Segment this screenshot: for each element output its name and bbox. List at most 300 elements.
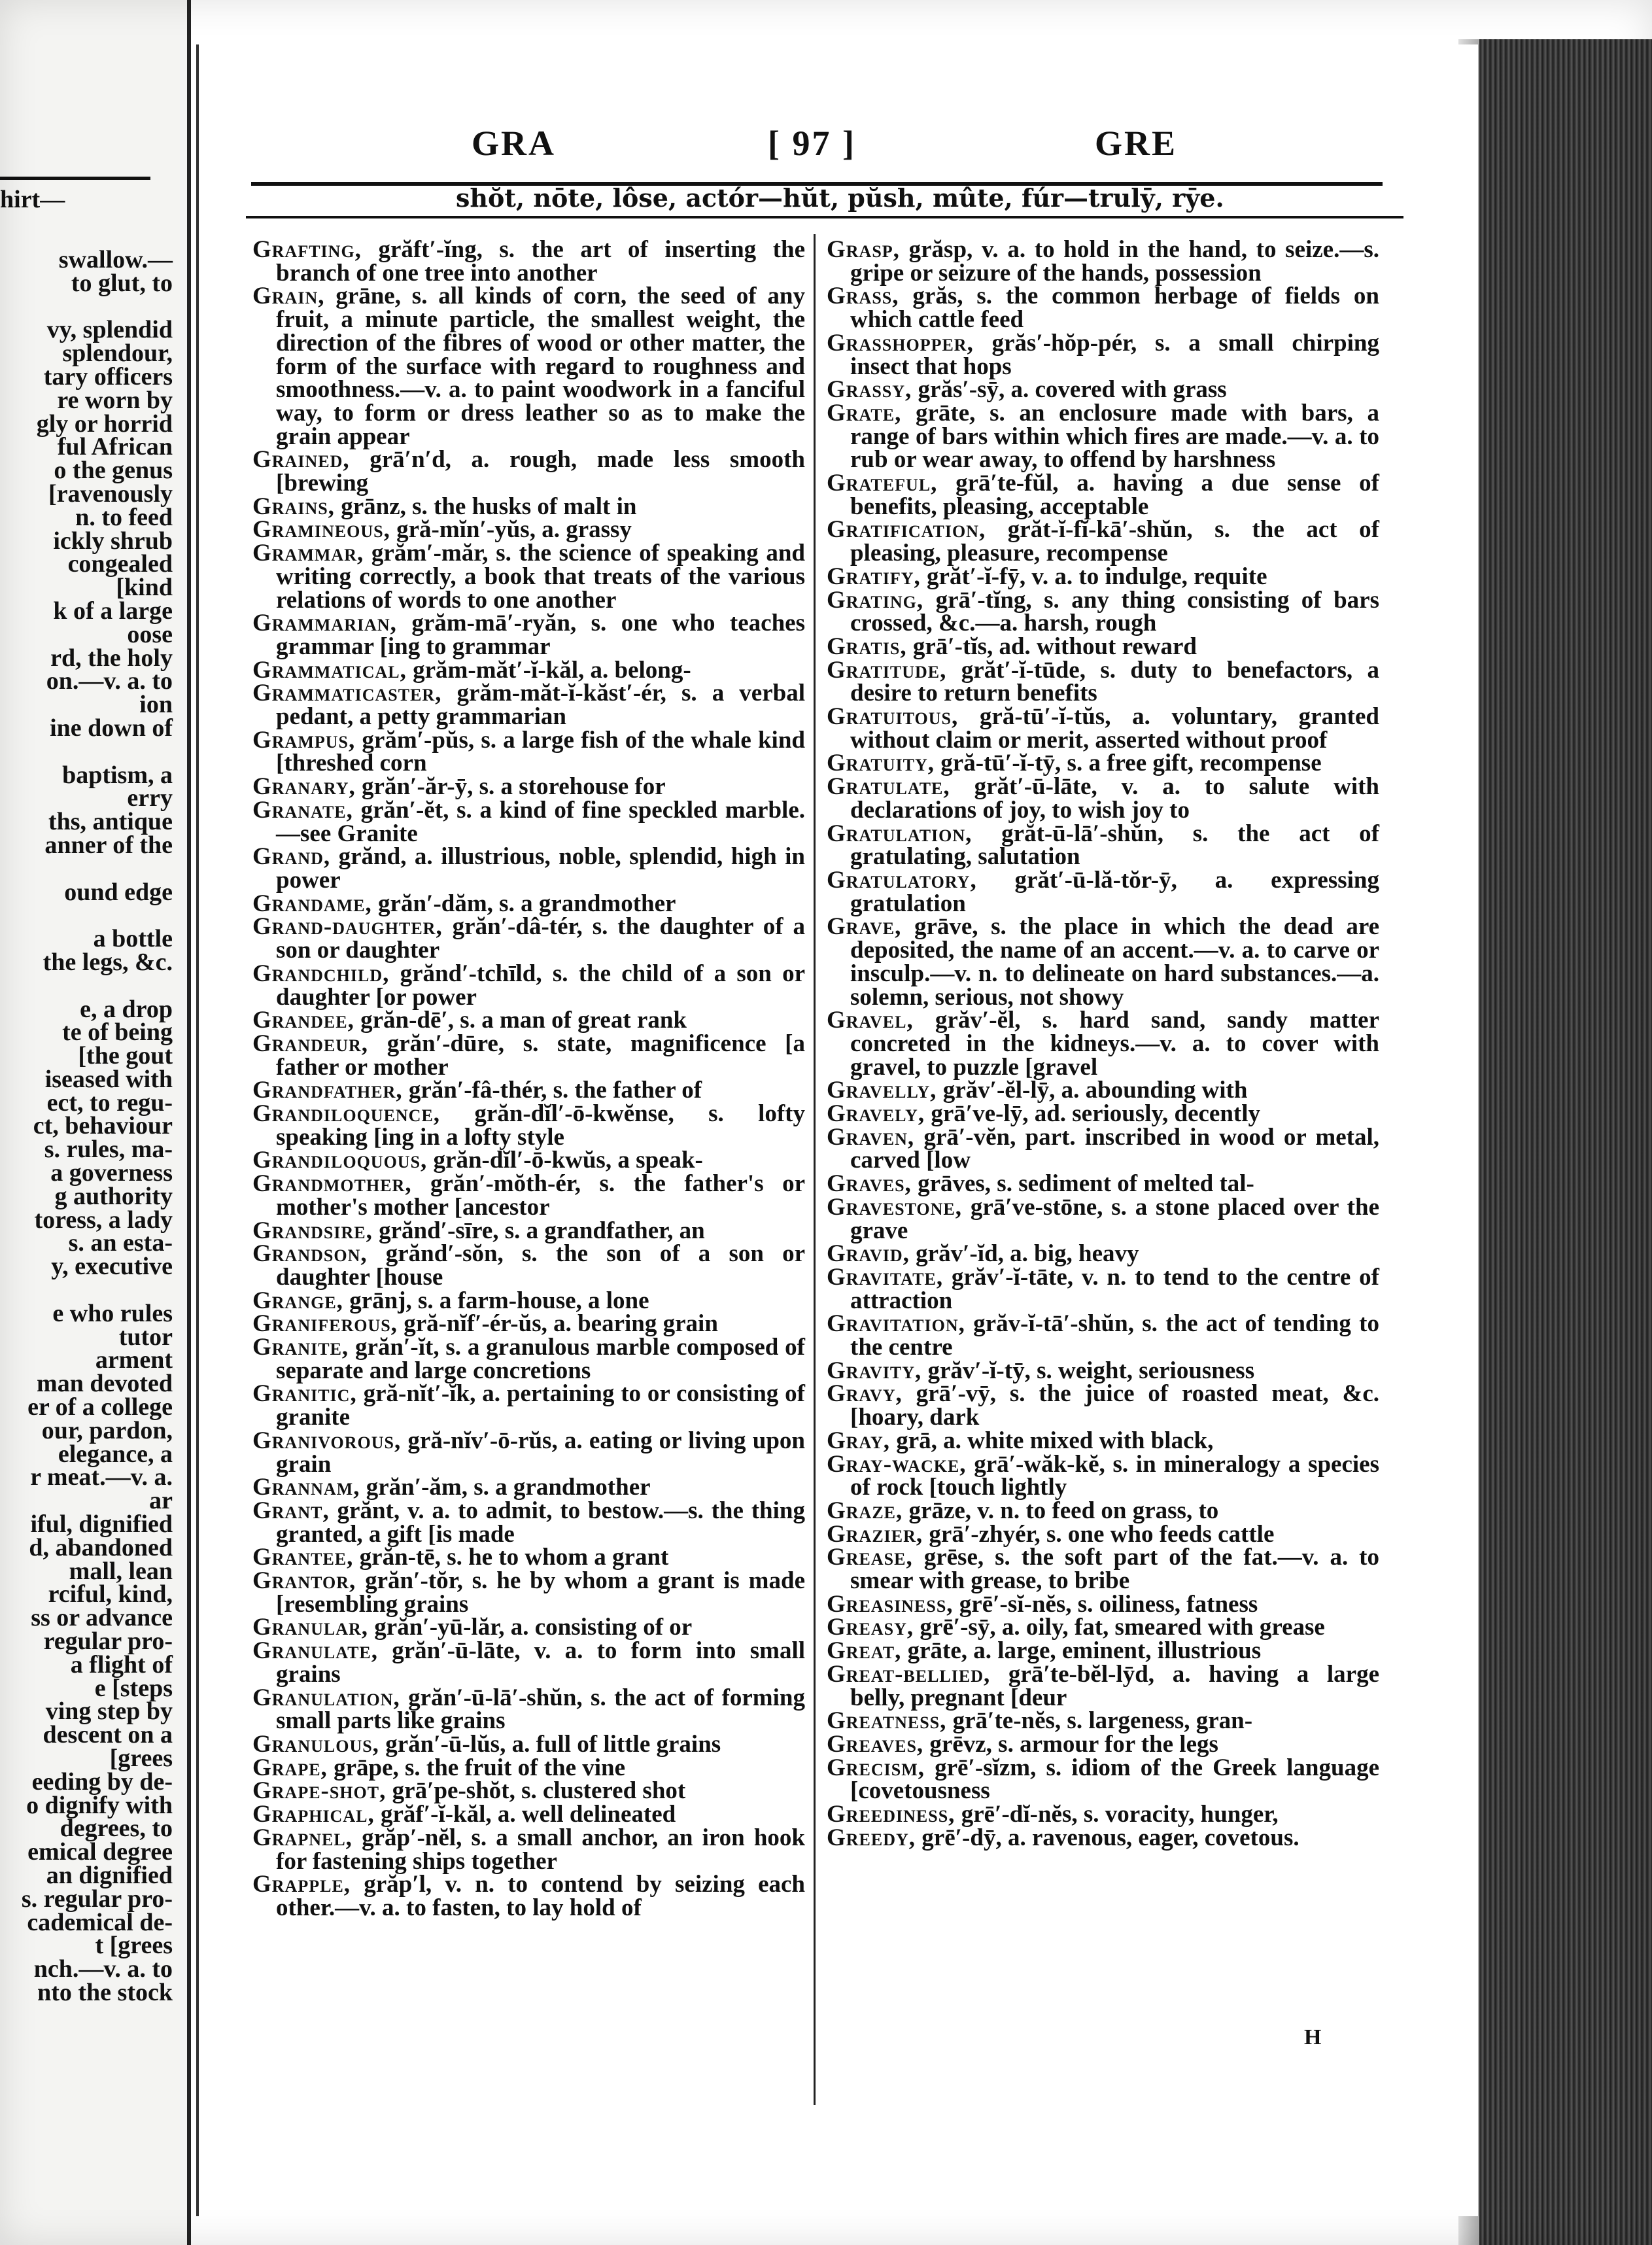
dictionary-entry bbox=[827, 1544, 1379, 1595]
dictionary-entry bbox=[252, 1149, 805, 1172]
header-guide-word-right: GRE bbox=[1095, 124, 1178, 163]
entry-definition: grānj, s. a farm-house, a lone bbox=[343, 1287, 649, 1314]
entry-definition: grăn′-ăr-ȳ, s. a storehouse for bbox=[355, 773, 666, 801]
entry-headword: Gratulate, bbox=[827, 773, 950, 801]
left-page-line: iful, dignified bbox=[30, 1510, 173, 1539]
left-page-line: ths, antique bbox=[48, 808, 173, 836]
dictionary-entry bbox=[827, 1079, 1379, 1102]
entry-headword: Gravel, bbox=[827, 1007, 914, 1034]
entry-definition: grē′-dȳ, a. ravenous, eager, covetous. bbox=[916, 1824, 1299, 1851]
dictionary-entry bbox=[252, 1242, 805, 1289]
entry-definition: gră-tū′-ĭ-tȳ, s. a free gift, recompense bbox=[935, 750, 1322, 777]
dictionary-entry bbox=[252, 1873, 805, 1919]
dictionary-entry bbox=[252, 1429, 805, 1476]
entry-definition: grăm-măt-ĭ-kăst′-ér, s. a verbal pedant, a petty grammarian bbox=[276, 680, 805, 731]
entry-headword: Gravity, bbox=[827, 1357, 922, 1384]
entry-headword: Greedy, bbox=[827, 1824, 916, 1851]
entry-definition: grăt-ū-lā′-shŭn, s. the act of gratulating, salutation bbox=[850, 820, 1379, 871]
left-page-line bbox=[22, 975, 173, 998]
left-page-line: tutor bbox=[118, 1323, 173, 1351]
left-page-line: degrees, to bbox=[60, 1815, 173, 1843]
dictionary-entry bbox=[827, 1102, 1379, 1126]
left-page-line: rd, the holy bbox=[50, 644, 173, 672]
dictionary-entry bbox=[827, 1009, 1379, 1079]
left-page-line: gly or horrid bbox=[36, 409, 173, 438]
entry-definition: grāves, s. sediment of melted tal- bbox=[911, 1170, 1254, 1198]
entry-definition: gră-mĭn′-yŭs, a. grassy bbox=[390, 516, 632, 544]
entry-headword: Grate, bbox=[827, 399, 902, 426]
dictionary-entry bbox=[827, 1382, 1379, 1429]
left-page-line: ful African bbox=[57, 433, 173, 461]
entry-definition: grăm′-pŭs, s. a large fish of the whale kind [threshed corn bbox=[276, 726, 805, 777]
left-page-line: oose bbox=[127, 620, 173, 648]
entry-definition: grē′-dĭ-nĕs, s. voracity, hunger, bbox=[955, 1801, 1279, 1828]
entry-definition: grăn′-ū-lā′-shŭn, s. the act of forming small parts like grains bbox=[276, 1684, 805, 1735]
entry-headword: Great-bellied, bbox=[827, 1660, 991, 1688]
left-page-line: [ravenously bbox=[48, 479, 173, 508]
entry-headword: Granite, bbox=[252, 1334, 349, 1361]
entry-headword: Grecism, bbox=[827, 1754, 925, 1781]
entry-headword: Grandsire, bbox=[252, 1217, 373, 1244]
dictionary-entry bbox=[827, 1616, 1379, 1639]
dictionary-entry bbox=[252, 892, 805, 916]
left-page-line: ickly shrub bbox=[53, 527, 173, 555]
dictionary-entry bbox=[252, 1546, 805, 1569]
entry-headword: Greasy, bbox=[827, 1614, 914, 1641]
entry-definition: grăn′-ū-lāte, v. a. to form into small grains bbox=[276, 1637, 805, 1688]
left-page-line: the legs, &c. bbox=[43, 948, 173, 976]
page-number: [ 97 ] bbox=[768, 124, 856, 163]
entry-definition: gră-nĭv′-ō-rŭs, a. eating or living upon grain bbox=[276, 1427, 805, 1478]
entry-definition: grăft′-ĭng, s. the art of inserting the branch of one tree into another bbox=[276, 236, 805, 287]
entry-definition: grāne, s. all kinds of corn, the seed of any fruit, a minute particle, the smallest weight, the direction of the fibres of wood or other matter, the form of the surface with regard to roughness and smoothness.—v. a. to paint woodwork in a fanciful way, to form or dress leather so as to make the grain appear bbox=[276, 283, 805, 450]
dictionary-entry bbox=[827, 283, 1379, 334]
entry-headword: Gratulatory, bbox=[827, 866, 977, 894]
entry-definition: grā′ve-stōne, s. a stone placed over the grave bbox=[850, 1193, 1379, 1244]
left-page-line: an dignified bbox=[46, 1861, 173, 1889]
left-page-line: e, a drop bbox=[80, 995, 173, 1023]
left-page-line: descent on a bbox=[43, 1721, 173, 1749]
left-page-line: elegance, a bbox=[58, 1440, 173, 1468]
dictionary-entry bbox=[252, 726, 805, 777]
dictionary-entry bbox=[252, 1779, 805, 1803]
entry-headword: Greaves, bbox=[827, 1731, 924, 1758]
entry-definition: grā′te-bĕl-lȳd, a. having a large belly, pregnant [deur bbox=[850, 1660, 1379, 1711]
entry-headword: Gratulation, bbox=[827, 820, 972, 847]
entry-headword: Graves, bbox=[827, 1170, 912, 1198]
left-page-line: e who rules bbox=[52, 1299, 173, 1327]
entry-definition: grănd′-sīre, s. a grandfather, an bbox=[372, 1217, 705, 1244]
entry-headword: Gratuity, bbox=[827, 750, 935, 777]
entry-definition: grăn′-ū-lŭs, a. full of little grains bbox=[379, 1731, 721, 1758]
dictionary-entry bbox=[252, 1172, 805, 1219]
entry-headword: Greatness, bbox=[827, 1707, 947, 1735]
entry-definition: grănd, a. illustrious, noble, splendid, high in power bbox=[276, 843, 805, 894]
dictionary-entry bbox=[827, 752, 1379, 775]
entry-headword: Gramineous, bbox=[252, 516, 390, 544]
entry-definition: grēse, s. the soft part of the fat.—v. a. to smear with grease, to bribe bbox=[850, 1544, 1379, 1595]
dictionary-entry bbox=[252, 495, 805, 519]
left-page-line bbox=[22, 1279, 173, 1302]
dictionary-entry bbox=[827, 1450, 1379, 1501]
left-page-line: iseased with bbox=[44, 1065, 173, 1093]
dictionary-entry bbox=[827, 1123, 1379, 1174]
entry-headword: Gravitate, bbox=[827, 1263, 944, 1291]
entry-headword: Grand, bbox=[252, 843, 331, 871]
entry-definition: grăv′-ĭ-tȳ, s. weight, seriousness bbox=[921, 1357, 1255, 1384]
entry-headword: Graniferous, bbox=[252, 1310, 398, 1338]
entry-headword: Graphical, bbox=[252, 1801, 375, 1828]
entry-headword: Grammarian, bbox=[252, 610, 397, 637]
dictionary-entry bbox=[252, 775, 805, 799]
entry-headword: Grassy, bbox=[827, 376, 912, 404]
entry-headword: Granary, bbox=[252, 773, 356, 801]
entry-headword: Grass, bbox=[827, 283, 899, 310]
left-page-line: splendour, bbox=[62, 339, 173, 368]
entry-definition: grānz, s. the husks of malt in bbox=[334, 493, 637, 520]
dictionary-entry bbox=[252, 1032, 805, 1079]
left-page-line: ct, behaviour bbox=[33, 1112, 173, 1140]
entry-headword: Grasshopper, bbox=[827, 329, 974, 357]
entry-headword: Grape-shot, bbox=[252, 1777, 387, 1805]
left-page-line: mall, lean bbox=[69, 1557, 173, 1585]
dictionary-entry bbox=[827, 705, 1379, 752]
entry-definition: grā′-vĕn, part. inscribed in wood or metal, carved [low bbox=[850, 1123, 1379, 1174]
left-page-line: ss or advance bbox=[31, 1604, 173, 1632]
left-page-line: r meat.—v. a. bbox=[30, 1463, 173, 1491]
left-page-line: d, abandoned bbox=[29, 1533, 173, 1561]
entry-definition: grē′-sĭ-nĕs, s. oiliness, fatness bbox=[953, 1590, 1258, 1618]
left-page-line: congealed bbox=[67, 550, 173, 578]
entry-headword: Grandson, bbox=[252, 1240, 368, 1268]
entry-definition: grăn′-ĭt, s. a granulous marble composed of separate and large concretions bbox=[276, 1334, 805, 1384]
dictionary-entry bbox=[827, 1429, 1379, 1453]
dictionary-entry bbox=[827, 565, 1379, 589]
entry-headword: Grammaticaster, bbox=[252, 680, 442, 707]
left-page-line: tary officers bbox=[43, 362, 173, 391]
dictionary-entry bbox=[827, 378, 1379, 402]
dictionary-entry bbox=[252, 1756, 805, 1780]
entry-definition: grănd′-sŏn, s. the son of a son or daughter [house bbox=[276, 1240, 805, 1291]
entry-definition: grăn′-dâ-tér, s. the daughter of a son or daughter bbox=[276, 913, 805, 964]
left-page-line: ion bbox=[139, 691, 173, 719]
entry-definition: grăv′-ĭd, a. big, heavy bbox=[909, 1240, 1139, 1268]
left-page-line: ving step by bbox=[45, 1697, 173, 1726]
entry-headword: Granulous, bbox=[252, 1731, 379, 1758]
entry-definition: grăs, s. the common herbage of fields on which cattle feed bbox=[850, 283, 1379, 334]
entry-headword: Gratuitous, bbox=[827, 703, 959, 731]
left-page-line: swallow.— bbox=[58, 246, 173, 273]
left-page-line bbox=[22, 858, 173, 881]
dictionary-entry bbox=[827, 1826, 1379, 1850]
entry-headword: Grandee, bbox=[252, 1007, 354, 1034]
dictionary-entry bbox=[827, 1756, 1379, 1803]
left-page-line: regular pro- bbox=[43, 1627, 173, 1656]
entry-headword: Greediness, bbox=[827, 1801, 955, 1828]
dictionary-entry bbox=[827, 518, 1379, 565]
entry-headword: Gravelly, bbox=[827, 1077, 937, 1104]
entry-headword: Gratification, bbox=[827, 516, 986, 544]
entry-definition: grāve, s. the place in which the dead are deposited, the name of an accent.—v. a. to carve or insculp.—v. n. to delineate on hard substances.—a. solemn, serious, not showy bbox=[850, 913, 1379, 1011]
dictionary-entry bbox=[827, 472, 1379, 518]
entry-headword: Grating, bbox=[827, 586, 924, 614]
left-page-line: t [grees bbox=[95, 1932, 173, 1960]
left-page-line: [grees bbox=[109, 1745, 173, 1772]
entry-definition: grăn′-tŏr, s. he by whom a grant is made [resembling grains bbox=[276, 1567, 805, 1618]
left-page-line: re worn by bbox=[57, 386, 173, 414]
entry-headword: Grantee, bbox=[252, 1544, 354, 1571]
left-page-line: erry bbox=[127, 784, 173, 812]
entry-definition: grā′pe-shŏt, s. clustered shot bbox=[386, 1777, 686, 1805]
entry-definition: grā′ve-lȳ, ad. seriously, decently bbox=[925, 1100, 1261, 1128]
column-left bbox=[252, 238, 805, 1920]
left-page-line: ound edge bbox=[64, 878, 173, 906]
entry-definition: grāte, a. large, eminent, illustrious bbox=[901, 1637, 1262, 1665]
left-page-line: y, executive bbox=[51, 1253, 173, 1281]
entry-definition: grăm′-măr, s. the science of speaking and writing correctly, a book that treats of the various relations of words to one another bbox=[276, 540, 805, 614]
left-page-line: nto the stock bbox=[37, 1978, 173, 2006]
entry-headword: Grazier, bbox=[827, 1520, 923, 1548]
dictionary-entry bbox=[252, 542, 805, 612]
entry-definition: grăn′-ĕt, s. a kind of fine speckled marble.—see Granite bbox=[276, 796, 805, 847]
left-page-line: man devoted bbox=[37, 1370, 173, 1398]
left-page-line: eeding by de- bbox=[31, 1767, 173, 1796]
entry-definition: grăn′-fâ-thér, s. the father of bbox=[402, 1077, 702, 1104]
entry-definition: grăn′-mŏth-ér, s. the father's or mother's mother [ancestor bbox=[276, 1170, 805, 1221]
entry-headword: Grandchild, bbox=[252, 960, 390, 987]
left-page-line: [kind bbox=[116, 574, 173, 602]
left-page-line: arment bbox=[95, 1346, 173, 1374]
entry-definition: grăs′-sȳ, a. covered with grass bbox=[912, 376, 1227, 404]
left-page-heading: hirt— bbox=[0, 186, 65, 213]
entry-headword: Greasiness, bbox=[827, 1590, 954, 1618]
entry-definition: gră-tū′-ĭ-tŭs, a. voluntary, granted without claim or merit, asserted without proof bbox=[850, 703, 1379, 754]
left-page-line: vy, splendid bbox=[46, 316, 173, 344]
entry-definition: grăn-dē′, s. a man of great rank bbox=[354, 1007, 687, 1034]
entry-headword: Grains, bbox=[252, 493, 335, 520]
entry-headword: Gratis, bbox=[827, 633, 907, 660]
dictionary-entry bbox=[827, 1499, 1379, 1523]
dictionary-entry bbox=[252, 1289, 805, 1313]
entry-headword: Grapnel, bbox=[252, 1824, 353, 1851]
entry-headword: Gravy, bbox=[827, 1380, 903, 1408]
dictionary-entry bbox=[252, 1219, 805, 1243]
dictionary-entry bbox=[827, 1709, 1379, 1733]
left-page-line bbox=[22, 296, 173, 319]
entry-headword: Grease, bbox=[827, 1544, 913, 1571]
entry-headword: Grain, bbox=[252, 283, 325, 310]
dictionary-entry bbox=[252, 1102, 805, 1149]
dictionary-entry bbox=[252, 1382, 805, 1429]
left-page-line: a bottle bbox=[93, 925, 173, 953]
left-page-line: g authority bbox=[54, 1182, 173, 1210]
entry-definition: grā′-vȳ, s. the juice of roasted meat, &c. [hoary, dark bbox=[850, 1380, 1379, 1431]
entry-definition: grăv′-ĭ-tāte, v. n. to tend to the centre of attraction bbox=[850, 1263, 1379, 1314]
dictionary-entry bbox=[252, 1009, 805, 1032]
dictionary-entry bbox=[252, 1686, 805, 1733]
entry-definition: grā′-tĭng, s. any thing consisting of bars crossed, &c.—a. harsh, rough bbox=[850, 586, 1379, 637]
left-page-line: te of being bbox=[62, 1018, 173, 1047]
entry-definition: grăn-dĭl′-ō-kwŭs, a speak- bbox=[427, 1147, 703, 1174]
entry-headword: Grammar, bbox=[252, 540, 364, 567]
left-page-line: to glut, to bbox=[71, 269, 173, 297]
left-page-rule bbox=[0, 177, 150, 180]
left-page-line: e [steps bbox=[94, 1674, 173, 1702]
entry-definition: grănd′-tchīld, s. the child of a son or daughter [or power bbox=[276, 960, 805, 1011]
dictionary-entry bbox=[252, 1476, 805, 1499]
entry-definition: grăt′-ū-lă-tŏr-ȳ, a. expressing gratulation bbox=[850, 866, 1379, 917]
dictionary-entry bbox=[252, 845, 805, 892]
entry-definition: grăt-ĭ-fĭ-kā′-shŭn, s. the act of pleasing, pleasure, recompense bbox=[850, 516, 1379, 567]
dictionary-entry bbox=[827, 1660, 1379, 1711]
dictionary-entry bbox=[827, 915, 1379, 1009]
entry-headword: Grafting, bbox=[252, 236, 362, 263]
left-page-line: k of a large bbox=[53, 597, 173, 625]
entry-definition: grăs′-hŏp-pér, s. a small chirping insect that hops bbox=[850, 329, 1379, 380]
entry-headword: Grantor, bbox=[252, 1567, 356, 1595]
dictionary-entry bbox=[252, 285, 805, 448]
entry-definition: grēvz, s. armour for the legs bbox=[923, 1731, 1218, 1758]
entry-headword: Grandame, bbox=[252, 890, 372, 917]
left-page-line: ar bbox=[149, 1487, 173, 1515]
column-divider bbox=[814, 234, 816, 2105]
left-page-line bbox=[22, 740, 173, 764]
entry-headword: Grandmother, bbox=[252, 1170, 412, 1198]
entry-headword: Granulate, bbox=[252, 1637, 379, 1665]
dictionary-entry bbox=[252, 1499, 805, 1546]
dictionary-entry bbox=[252, 962, 805, 1009]
entry-definition: grā′te-fŭl, a. having a due sense of benefits, pleasing, acceptable bbox=[850, 470, 1379, 520]
entry-headword: Grampus, bbox=[252, 726, 356, 754]
dictionary-entry bbox=[827, 1803, 1379, 1826]
entry-headword: Gratify, bbox=[827, 563, 921, 590]
entry-definition: grăn′-ăm, s. a grandmother bbox=[360, 1474, 651, 1501]
entry-headword: Graven, bbox=[827, 1123, 915, 1151]
entry-definition: grăt′-ĭ-fȳ, v. a. to indulge, requite bbox=[920, 563, 1267, 590]
left-page-line: ine down of bbox=[50, 714, 173, 742]
entry-definition: grăv′-ĕl-lȳ, a. abounding with bbox=[937, 1077, 1248, 1104]
dictionary-entry bbox=[252, 612, 805, 658]
entry-definition: grā′-zhyér, s. one who feeds cattle bbox=[923, 1520, 1275, 1548]
entry-headword: Gravid, bbox=[827, 1240, 910, 1268]
entry-headword: Great, bbox=[827, 1637, 902, 1665]
entry-headword: Grave, bbox=[827, 913, 902, 941]
left-page-line: a flight of bbox=[70, 1650, 173, 1679]
dictionary-entry bbox=[827, 822, 1379, 869]
entry-headword: Gray-wacke, bbox=[827, 1450, 967, 1478]
entry-definition: grănt, v. a. to admit, to bestow.—s. the thing granted, a gift [is made bbox=[276, 1497, 805, 1548]
entry-headword: Grapple, bbox=[252, 1871, 351, 1898]
entry-headword: Grand-daughter, bbox=[252, 913, 443, 941]
dictionary-entry bbox=[827, 1590, 1379, 1618]
dictionary-entry bbox=[252, 1079, 805, 1102]
left-page-line: anner of the bbox=[44, 831, 173, 859]
left-page-line: emical degree bbox=[27, 1838, 173, 1866]
entry-headword: Granate, bbox=[252, 796, 353, 824]
entry-definition: grāze, v. n. to feed on grass, to bbox=[903, 1497, 1219, 1524]
entry-definition: grā′te-nĕs, s. largeness, gran- bbox=[946, 1707, 1253, 1735]
entry-definition: grā, a. white mixed with black, bbox=[889, 1427, 1214, 1454]
left-page-line: o the genus bbox=[54, 457, 173, 485]
left-page-line: o dignify with bbox=[26, 1791, 173, 1819]
entry-definition: grăf′-ĭ-kăl, a. well delineated bbox=[374, 1801, 676, 1828]
entry-headword: Grandiloquous, bbox=[252, 1147, 428, 1174]
left-page-line: [the gout bbox=[78, 1042, 173, 1070]
left-page-line: cademical de- bbox=[27, 1908, 173, 1936]
left-page-line: on.—v. a. to bbox=[46, 667, 173, 695]
entry-definition: grăn-tē, s. he to whom a grant bbox=[353, 1544, 669, 1571]
dictionary-entry bbox=[827, 656, 1379, 707]
entry-definition: grăp′-nĕl, s. a small anchor, an iron hook for fastening ships together bbox=[276, 1824, 805, 1875]
dictionary-entry bbox=[827, 1733, 1379, 1756]
dictionary-entry bbox=[827, 1639, 1379, 1663]
column-right bbox=[827, 238, 1379, 1850]
dictionary-entry bbox=[252, 1336, 805, 1382]
book-page-edges bbox=[1479, 39, 1652, 2245]
dictionary-entry bbox=[827, 238, 1379, 285]
running-header bbox=[199, 123, 1481, 175]
dictionary-entry bbox=[252, 915, 805, 962]
entry-definition: grăsp, v. a. to hold in the hand, to seize.—s. gripe or seizure of the hands, possession bbox=[850, 236, 1379, 287]
dictionary-entry bbox=[827, 1359, 1379, 1383]
dictionary-entry bbox=[827, 1520, 1379, 1548]
dictionary-entry bbox=[827, 1312, 1379, 1359]
entry-definition: grē′-sȳ, a. oily, fat, smeared with grease bbox=[914, 1614, 1325, 1641]
left-page-line: nch.—v. a. to bbox=[33, 1955, 173, 1983]
entry-definition: grăm-măt′-ĭ-kăl, a. belong- bbox=[406, 656, 691, 684]
left-page-lines bbox=[21, 246, 173, 2006]
entry-headword: Granivorous, bbox=[252, 1427, 402, 1454]
entry-headword: Gray, bbox=[827, 1427, 890, 1454]
adjacent-left-page bbox=[0, 0, 191, 2245]
dictionary-entry bbox=[827, 399, 1379, 474]
left-page-line: ect, to regu- bbox=[46, 1088, 173, 1117]
entry-headword: Gravitation, bbox=[827, 1310, 965, 1338]
entry-definition: gră-nĭt′-ĭk, a. pertaining to or consisting of granite bbox=[276, 1380, 805, 1431]
dictionary-entry bbox=[252, 448, 805, 495]
entry-headword: Grape, bbox=[252, 1754, 328, 1781]
entry-headword: Granulation, bbox=[252, 1684, 400, 1711]
pronunciation-key: shŏt, nōte, lôse, actór—hŭt, pŭsh, mûte, fúr—trulȳ, rȳe. bbox=[456, 183, 1224, 213]
entry-headword: Grannam, bbox=[252, 1474, 360, 1501]
entry-headword: Granular, bbox=[252, 1614, 369, 1641]
entry-definition: grăt′-ĭ-tūde, s. duty to benefactors, a desire to return benefits bbox=[850, 656, 1379, 707]
dictionary-entry bbox=[827, 635, 1379, 659]
dictionary-page bbox=[196, 44, 1478, 2216]
entry-headword: Gratitude, bbox=[827, 656, 947, 684]
entry-definition: grăp′l, v. n. to contend by seizing each other.—v. a. to fasten, to lay hold of bbox=[276, 1871, 805, 1921]
entry-headword: Grant, bbox=[252, 1497, 330, 1524]
entry-headword: Gravestone, bbox=[827, 1193, 963, 1221]
dictionary-entry bbox=[252, 1733, 805, 1756]
entry-headword: Grateful, bbox=[827, 470, 938, 497]
dictionary-entry bbox=[252, 1569, 805, 1616]
entry-definition: grăv′-ĕl, s. hard sand, sandy matter concreted in the kidneys.—v. a. to cover with gravel, to puzzle [gravel bbox=[850, 1007, 1379, 1081]
entry-headword: Grammatical, bbox=[252, 656, 407, 684]
dictionary-entry bbox=[827, 329, 1379, 380]
entry-headword: Grained, bbox=[252, 446, 350, 474]
entry-definition: grăm-mā′-ryăn, s. one who teaches grammar [ing to grammar bbox=[276, 610, 805, 660]
entry-definition: gră-nĭf′-ér-ŭs, a. bearing grain bbox=[397, 1310, 718, 1338]
left-page-line: rciful, kind, bbox=[48, 1580, 173, 1609]
entry-definition: grāpe, s. the fruit of the vine bbox=[327, 1754, 626, 1781]
entry-definition: grāte, s. an enclosure made with bars, a range of bars within which fires are made.—v. a. to rub or wear away, to offend by harshness bbox=[850, 399, 1379, 474]
left-page-line: n. to feed bbox=[75, 503, 173, 531]
dictionary-entry bbox=[827, 866, 1379, 917]
dictionary-entry bbox=[252, 680, 805, 731]
entry-headword: Graze, bbox=[827, 1497, 903, 1524]
dictionary-entry bbox=[252, 1312, 805, 1336]
